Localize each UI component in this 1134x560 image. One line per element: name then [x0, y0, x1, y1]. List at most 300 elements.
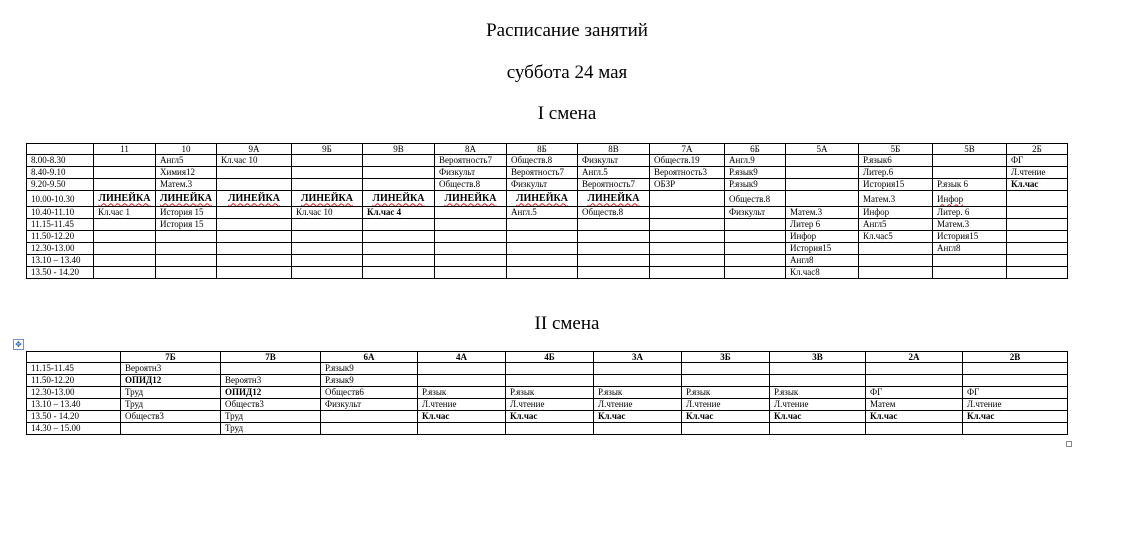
lesson-cell	[121, 423, 221, 435]
lesson-cell	[221, 363, 321, 375]
class-header: 8А	[435, 144, 507, 155]
lesson-text: Матем.3	[937, 219, 970, 229]
class-header: 7А	[650, 144, 725, 155]
lesson-text: ОПИД12	[125, 375, 162, 385]
time-slot: 12.30-13.00	[27, 387, 121, 399]
lesson-cell	[578, 255, 650, 267]
lesson-text: Литер 6	[790, 219, 821, 229]
move-icon[interactable]: ✥	[13, 339, 24, 350]
lesson-text: Р.язык 6	[937, 179, 968, 189]
lesson-cell	[650, 219, 725, 231]
lesson-cell	[435, 155, 507, 167]
lesson-cell	[94, 179, 156, 191]
lesson-cell	[292, 155, 363, 167]
lesson-cell	[725, 255, 786, 267]
lesson-cell	[156, 155, 217, 167]
class-header: 4А	[418, 352, 506, 363]
lesson-cell	[578, 155, 650, 167]
lesson-cell	[859, 191, 933, 207]
lesson-cell	[156, 231, 217, 243]
lesson-cell	[578, 191, 650, 207]
lesson-cell	[682, 411, 770, 423]
lesson-text: Вероятн3	[225, 375, 262, 385]
lesson-cell	[292, 167, 363, 179]
time-slot: 10.40-11.10	[27, 207, 94, 219]
lesson-cell	[435, 179, 507, 191]
lesson-cell	[121, 411, 221, 423]
lesson-text: Обществ6	[325, 387, 364, 397]
class-header: 7Б	[121, 352, 221, 363]
lesson-cell	[1007, 243, 1068, 255]
lesson-cell	[435, 191, 507, 207]
lesson-text: Физкульт	[582, 155, 619, 165]
lesson-text: ЛИНЕЙКА	[372, 192, 425, 204]
lesson-text: Р.язык	[686, 387, 711, 397]
lesson-cell	[321, 399, 418, 411]
lesson-cell	[435, 167, 507, 179]
lesson-text: Труд	[225, 423, 244, 433]
lesson-cell	[725, 243, 786, 255]
lesson-cell	[725, 155, 786, 167]
lesson-cell	[363, 191, 435, 207]
lesson-cell	[506, 399, 594, 411]
lesson-cell	[507, 207, 578, 219]
table-row	[27, 423, 1068, 435]
lesson-text: Вероятн3	[125, 363, 162, 373]
class-header: 4Б	[506, 352, 594, 363]
lesson-cell	[217, 267, 292, 279]
shift-1-heading: I смена	[537, 103, 597, 124]
lesson-text: ЛИНЕЙКА	[301, 192, 353, 204]
time-slot: 13.10 – 13.40	[27, 399, 121, 411]
lesson-cell	[418, 411, 506, 423]
lesson-cell	[156, 167, 217, 179]
lesson-cell	[859, 255, 933, 267]
class-header: 3Б	[682, 352, 770, 363]
lesson-text: Инфор	[937, 193, 964, 204]
lesson-cell	[594, 411, 682, 423]
lesson-cell	[156, 219, 217, 231]
lesson-text: Обществ.8	[439, 179, 481, 189]
lesson-text: Кл.час	[967, 411, 995, 421]
lesson-cell	[221, 399, 321, 411]
lesson-cell	[363, 219, 435, 231]
lesson-cell	[418, 387, 506, 399]
header-corner	[27, 352, 121, 363]
lesson-cell	[859, 231, 933, 243]
lesson-text: Обществ3	[125, 411, 164, 421]
lesson-text: История15	[937, 231, 979, 241]
lesson-cell	[682, 387, 770, 399]
lesson-cell	[435, 219, 507, 231]
lesson-cell	[650, 179, 725, 191]
shift-2-heading: II смена	[534, 313, 600, 334]
lesson-text: Англ5	[863, 219, 887, 229]
lesson-cell	[594, 399, 682, 411]
lesson-cell	[156, 267, 217, 279]
lesson-cell	[292, 191, 363, 207]
lesson-cell	[94, 243, 156, 255]
lesson-cell	[94, 167, 156, 179]
lesson-cell	[578, 167, 650, 179]
time-slot: 11.50-12.20	[27, 231, 94, 243]
lesson-text: История 15	[160, 219, 204, 229]
time-slot: 11.15-11.45	[27, 219, 94, 231]
lesson-cell	[578, 243, 650, 255]
lesson-text: Кл.час5	[863, 231, 893, 241]
lesson-text: Р.язык	[510, 387, 535, 397]
lesson-text: ЛИНЕЙКА	[444, 192, 497, 204]
lesson-cell	[786, 191, 859, 207]
lesson-cell	[650, 207, 725, 219]
table-header-row	[27, 352, 1068, 363]
lesson-cell	[933, 167, 1007, 179]
lesson-text: Кл.час	[1011, 179, 1039, 189]
lesson-cell	[321, 375, 418, 387]
lesson-cell	[933, 243, 1007, 255]
lesson-cell	[418, 423, 506, 435]
table-row	[27, 167, 1068, 179]
lesson-text: Р.язык	[774, 387, 799, 397]
lesson-cell	[866, 363, 963, 375]
lesson-cell	[725, 179, 786, 191]
lesson-text: Кл.час 10	[221, 155, 258, 165]
table-row	[27, 191, 1068, 207]
class-header: 5Б	[859, 144, 933, 155]
lesson-cell	[363, 207, 435, 219]
lesson-text: Кл.час	[774, 411, 802, 421]
lesson-text: Труд	[125, 387, 144, 397]
lesson-text: История15	[790, 243, 832, 253]
lesson-cell	[770, 399, 866, 411]
table-row	[27, 375, 1068, 387]
class-header: 8Б	[507, 144, 578, 155]
time-slot: 13.50 - 14.20	[27, 411, 121, 423]
lesson-cell	[435, 231, 507, 243]
table-row	[27, 155, 1068, 167]
lesson-text: ЛИНЕЙКА	[516, 192, 568, 204]
lesson-cell	[650, 231, 725, 243]
lesson-text: Кл.час 1	[98, 207, 131, 217]
lesson-cell	[859, 179, 933, 191]
table-row	[27, 363, 1068, 375]
lesson-cell	[859, 243, 933, 255]
lesson-cell	[435, 267, 507, 279]
table-row	[27, 179, 1068, 191]
lesson-cell	[156, 179, 217, 191]
lesson-cell	[217, 155, 292, 167]
lesson-cell	[859, 267, 933, 279]
lesson-cell	[1007, 207, 1068, 219]
lesson-cell	[506, 411, 594, 423]
lesson-cell	[963, 423, 1068, 435]
lesson-cell	[786, 231, 859, 243]
lesson-cell	[121, 363, 221, 375]
lesson-cell	[682, 375, 770, 387]
class-header: 6Б	[725, 144, 786, 155]
lesson-text: Р.язык	[422, 387, 447, 397]
lesson-cell	[217, 255, 292, 267]
lesson-cell	[786, 243, 859, 255]
lesson-cell	[770, 363, 866, 375]
table-header-row	[27, 144, 1068, 155]
lesson-cell	[418, 399, 506, 411]
lesson-cell	[507, 243, 578, 255]
lesson-cell	[933, 255, 1007, 267]
lesson-cell	[94, 231, 156, 243]
lesson-cell	[292, 219, 363, 231]
lesson-text: ОБЗР	[654, 179, 676, 189]
lesson-text: Матем.3	[790, 207, 823, 217]
lesson-cell	[770, 423, 866, 435]
lesson-cell	[94, 219, 156, 231]
lesson-cell	[650, 155, 725, 167]
lesson-text: Физкульт	[439, 167, 476, 177]
lesson-cell	[94, 155, 156, 167]
lesson-cell	[786, 267, 859, 279]
lesson-text: Л.чтение	[967, 399, 1002, 409]
class-header: 7В	[221, 352, 321, 363]
lesson-text: Литер. 6	[937, 207, 970, 217]
lesson-text: Вероятность3	[654, 167, 707, 177]
lesson-cell	[770, 387, 866, 399]
lesson-cell	[866, 411, 963, 423]
lesson-text: Кл.час 10	[296, 207, 333, 217]
lesson-cell	[650, 167, 725, 179]
lesson-cell	[786, 207, 859, 219]
lesson-cell	[594, 423, 682, 435]
lesson-cell	[725, 267, 786, 279]
lesson-text: Англ8	[790, 255, 814, 265]
lesson-cell	[1007, 167, 1068, 179]
lesson-cell	[321, 363, 418, 375]
lesson-cell	[435, 207, 507, 219]
lesson-text: Р.язык9	[325, 363, 354, 373]
lesson-text: Вероятность7	[439, 155, 492, 165]
lesson-text: Инфор	[863, 207, 890, 217]
lesson-cell	[933, 191, 1007, 207]
lesson-text: Кл.час	[870, 411, 898, 421]
lesson-cell	[506, 363, 594, 375]
lesson-cell	[94, 255, 156, 267]
lesson-cell	[363, 155, 435, 167]
lesson-cell	[94, 191, 156, 207]
lesson-text: Л.чтение	[774, 399, 809, 409]
lesson-text: Р.язык6	[863, 155, 892, 165]
lesson-text: Л.чтение	[422, 399, 457, 409]
schedule-date: суббота 24 мая	[506, 62, 628, 83]
class-header: 3А	[594, 352, 682, 363]
lesson-cell	[682, 363, 770, 375]
lesson-cell	[507, 179, 578, 191]
lesson-text: Физкульт	[325, 399, 362, 409]
lesson-cell	[1007, 255, 1068, 267]
lesson-text: Л.чтение	[598, 399, 633, 409]
lesson-text: Англ.5	[582, 167, 608, 177]
lesson-cell	[221, 387, 321, 399]
lesson-cell	[507, 219, 578, 231]
lesson-text: Физкульт	[729, 207, 766, 217]
lesson-text: Англ.9	[729, 155, 755, 165]
lesson-text: Обществ.8	[729, 193, 771, 204]
lesson-cell	[217, 243, 292, 255]
lesson-cell	[963, 399, 1068, 411]
lesson-text: ФГ	[870, 387, 883, 397]
lesson-cell	[963, 375, 1068, 387]
lesson-cell	[866, 375, 963, 387]
lesson-text: Вероятность7	[582, 179, 635, 189]
lesson-text: Матем.3	[160, 179, 193, 189]
header-corner	[27, 144, 94, 155]
lesson-cell	[506, 423, 594, 435]
lesson-cell	[221, 411, 321, 423]
lesson-text: Труд	[225, 411, 244, 421]
lesson-cell	[292, 267, 363, 279]
lesson-text: Англ8	[937, 243, 961, 253]
lesson-cell	[363, 267, 435, 279]
time-slot: 10.00-10.30	[27, 191, 94, 207]
lesson-cell	[859, 219, 933, 231]
lesson-text: Кл.час	[422, 411, 450, 421]
lesson-cell	[418, 375, 506, 387]
table-row	[27, 387, 1068, 399]
lesson-cell	[1007, 219, 1068, 231]
lesson-text: Р.язык9	[729, 179, 758, 189]
lesson-cell	[963, 411, 1068, 423]
lesson-text: Матем.3	[863, 193, 896, 204]
lesson-text: Обществ.8	[582, 207, 624, 217]
lesson-text: Кл.час	[686, 411, 714, 421]
lesson-cell	[217, 207, 292, 219]
table-row	[27, 219, 1068, 231]
shift-1-table	[26, 143, 1068, 279]
lesson-cell	[725, 167, 786, 179]
class-header: 11	[94, 144, 156, 155]
lesson-cell	[770, 411, 866, 423]
time-slot: 8.40-9.10	[27, 167, 94, 179]
class-header: 2Б	[1007, 144, 1068, 155]
time-slot: 14.30 – 15.00	[27, 423, 121, 435]
class-header: 8В	[578, 144, 650, 155]
lesson-text: Обществ.8	[511, 155, 553, 165]
time-slot: 8.00-8.30	[27, 155, 94, 167]
class-header: 2А	[866, 352, 963, 363]
lesson-text: ЛИНЕЙКА	[228, 192, 280, 204]
lesson-cell	[121, 399, 221, 411]
lesson-cell	[507, 231, 578, 243]
time-slot: 13.50 - 14.20	[27, 267, 94, 279]
lesson-text: Матем	[870, 399, 896, 409]
lesson-cell	[217, 179, 292, 191]
schedule-title: Расписание занятий	[486, 20, 648, 41]
lesson-cell	[217, 191, 292, 207]
lesson-cell	[725, 219, 786, 231]
lesson-cell	[363, 243, 435, 255]
table-resize-handle[interactable]	[1066, 441, 1072, 447]
lesson-cell	[94, 207, 156, 219]
lesson-cell	[292, 243, 363, 255]
lesson-cell	[217, 231, 292, 243]
lesson-text: Р.язык9	[729, 167, 758, 177]
lesson-text: Химия12	[160, 167, 195, 177]
table-row	[27, 243, 1068, 255]
class-header: 9Б	[292, 144, 363, 155]
lesson-cell	[292, 231, 363, 243]
lesson-cell	[435, 255, 507, 267]
class-header: 2В	[963, 352, 1068, 363]
lesson-cell	[94, 267, 156, 279]
lesson-cell	[578, 207, 650, 219]
table-row	[27, 207, 1068, 219]
lesson-cell	[321, 411, 418, 423]
lesson-cell	[1007, 179, 1068, 191]
lesson-cell	[507, 167, 578, 179]
lesson-cell	[363, 167, 435, 179]
lesson-cell	[363, 231, 435, 243]
lesson-cell	[866, 399, 963, 411]
time-slot: 11.15-11.45	[27, 363, 121, 375]
lesson-cell	[594, 363, 682, 375]
time-slot: 12.30-13.00	[27, 243, 94, 255]
lesson-cell	[933, 267, 1007, 279]
lesson-cell	[156, 255, 217, 267]
lesson-cell	[121, 375, 221, 387]
lesson-cell	[292, 179, 363, 191]
lesson-cell	[221, 423, 321, 435]
lesson-text: Л.чтение	[686, 399, 721, 409]
lesson-cell	[507, 191, 578, 207]
lesson-cell	[292, 207, 363, 219]
lesson-cell	[859, 155, 933, 167]
lesson-cell	[963, 387, 1068, 399]
lesson-cell	[650, 191, 725, 207]
lesson-cell	[506, 375, 594, 387]
lesson-cell	[221, 375, 321, 387]
lesson-cell	[321, 387, 418, 399]
lesson-text: Р.язык9	[325, 375, 354, 385]
lesson-text: ФГ	[967, 387, 980, 397]
table-row	[27, 411, 1068, 423]
lesson-text: ОПИД12	[225, 387, 262, 397]
lesson-cell	[650, 267, 725, 279]
lesson-text: Обществ3	[225, 399, 264, 409]
class-header: 5А	[786, 144, 859, 155]
lesson-text: Кл.час	[510, 411, 538, 421]
lesson-text: Кл.час8	[790, 267, 820, 277]
shift-2-table	[26, 351, 1068, 435]
lesson-cell	[363, 179, 435, 191]
lesson-text: Англ.5	[511, 207, 537, 217]
lesson-cell	[963, 363, 1068, 375]
lesson-cell	[933, 207, 1007, 219]
lesson-cell	[1007, 155, 1068, 167]
lesson-cell	[682, 399, 770, 411]
lesson-cell	[418, 363, 506, 375]
lesson-cell	[933, 179, 1007, 191]
lesson-text: Труд	[125, 399, 144, 409]
lesson-cell	[859, 167, 933, 179]
class-header: 9А	[217, 144, 292, 155]
lesson-cell	[682, 423, 770, 435]
lesson-cell	[156, 207, 217, 219]
lesson-text: Обществ.19	[654, 155, 700, 165]
lesson-cell	[217, 219, 292, 231]
lesson-text: Инфор	[790, 231, 817, 241]
table-row	[27, 399, 1068, 411]
lesson-cell	[786, 179, 859, 191]
lesson-cell	[725, 191, 786, 207]
class-header: 10	[156, 144, 217, 155]
